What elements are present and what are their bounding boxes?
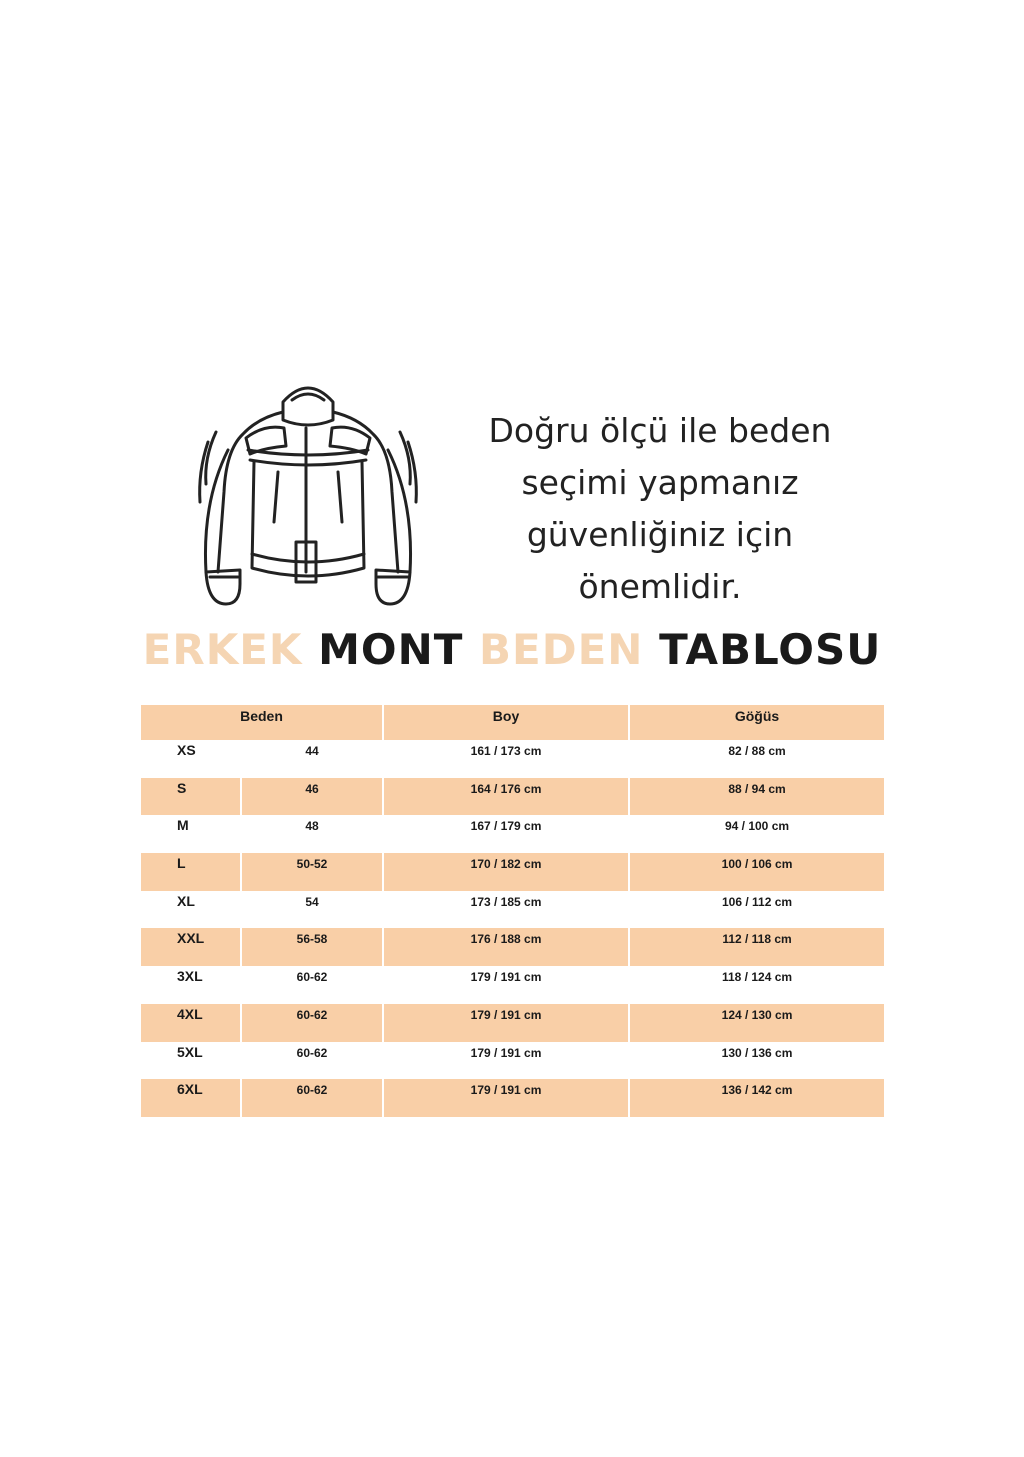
- eu-size-cell: 50-52: [241, 853, 383, 891]
- chest-cell: 130 / 136 cm: [629, 1042, 884, 1080]
- table-row: [141, 740, 884, 778]
- eu-size-cell: 44: [241, 740, 383, 778]
- chest-cell: 118 / 124 cm: [629, 966, 884, 1004]
- header-beden: Beden: [141, 705, 383, 740]
- intro-line-4: önemlidir.: [578, 567, 742, 606]
- title-word-beden: BEDEN: [479, 625, 644, 674]
- height-cell: 164 / 176 cm: [383, 778, 629, 816]
- table-row: [141, 778, 884, 816]
- eu-size-cell: 46: [241, 778, 383, 816]
- eu-size-cell: 60-62: [241, 1004, 383, 1042]
- chest-cell: 136 / 142 cm: [629, 1079, 884, 1117]
- title-word-tablosu: TABLOSU: [659, 625, 882, 674]
- chest-cell: 100 / 106 cm: [629, 853, 884, 891]
- size-cell: XXL: [141, 928, 241, 966]
- eu-size-cell: 56-58: [241, 928, 383, 966]
- eu-size-cell: 60-62: [241, 966, 383, 1004]
- height-cell: 179 / 191 cm: [383, 966, 629, 1004]
- size-cell: 3XL: [177, 968, 203, 985]
- header-gogus: Göğüs: [629, 705, 884, 740]
- height-cell: 179 / 191 cm: [383, 1004, 629, 1042]
- size-cell: M: [177, 817, 189, 834]
- chest-cell: 88 / 94 cm: [629, 778, 884, 816]
- height-cell: 176 / 188 cm: [383, 928, 629, 966]
- size-cell: 5XL: [177, 1043, 203, 1060]
- height-cell: 173 / 185 cm: [383, 891, 629, 929]
- eu-size-cell: 48: [241, 815, 383, 853]
- intro-text: [470, 405, 850, 613]
- height-cell: 170 / 182 cm: [383, 853, 629, 891]
- size-cell: 4XL: [141, 1004, 241, 1042]
- height-cell: 179 / 191 cm: [383, 1042, 629, 1080]
- height-cell: 167 / 179 cm: [383, 815, 629, 853]
- height-cell: 161 / 173 cm: [383, 740, 629, 778]
- table-row: [141, 891, 884, 929]
- chest-cell: 124 / 130 cm: [629, 1004, 884, 1042]
- chest-cell: 82 / 88 cm: [629, 740, 884, 778]
- table-row: [141, 1042, 884, 1080]
- size-cell: S: [141, 778, 241, 816]
- header-boy: Boy: [383, 705, 629, 740]
- motorcycle-jacket-icon: [188, 372, 428, 612]
- title-word-mont: MONT: [318, 625, 464, 674]
- table-row: [141, 815, 884, 853]
- page-title: [0, 625, 1024, 674]
- eu-size-cell: 60-62: [241, 1042, 383, 1080]
- table-row: [141, 928, 884, 966]
- table-row: [141, 1004, 884, 1042]
- height-cell: 179 / 191 cm: [383, 1079, 629, 1117]
- eu-size-cell: 60-62: [241, 1079, 383, 1117]
- eu-size-cell: 54: [241, 891, 383, 929]
- size-chart-table: [141, 705, 884, 1117]
- intro-line-3: güvenliğiniz için: [526, 515, 794, 554]
- title-word-erkek: ERKEK: [142, 625, 303, 674]
- table-header-row: [141, 705, 884, 740]
- intro-line-2: seçimi yapmanız: [521, 463, 799, 502]
- intro-line-1: Doğru ölçü ile beden: [488, 411, 832, 450]
- table-row: [141, 853, 884, 891]
- size-cell: 6XL: [141, 1079, 241, 1117]
- size-cell: L: [141, 853, 241, 891]
- chest-cell: 94 / 100 cm: [629, 815, 884, 853]
- table-row: [141, 1079, 884, 1117]
- size-cell: XL: [177, 892, 195, 909]
- size-cell: XS: [177, 742, 196, 758]
- chest-cell: 112 / 118 cm: [629, 928, 884, 966]
- chest-cell: 106 / 112 cm: [629, 891, 884, 929]
- table-row: [141, 966, 884, 1004]
